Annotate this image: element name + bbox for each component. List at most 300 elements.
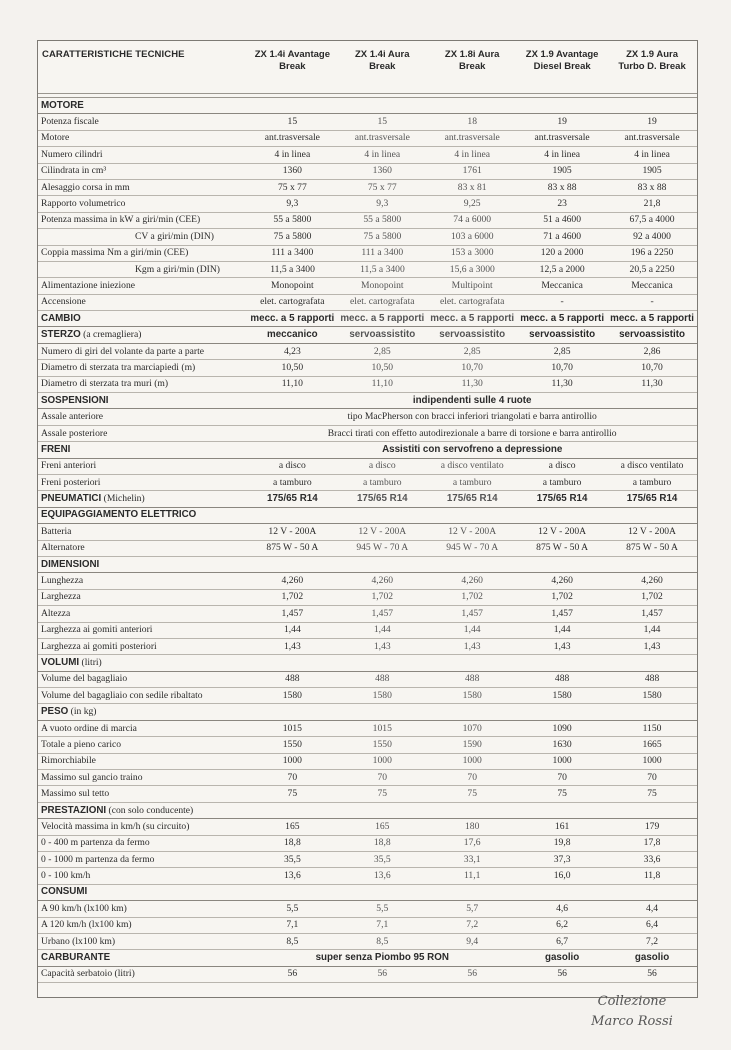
value-cell: 75: [557, 788, 567, 800]
label-text: Urbano (lx100 km): [41, 935, 116, 947]
value-cell: 33,1: [463, 853, 481, 865]
value-cell: 70: [557, 771, 567, 783]
signature-line-2: Marco Rossi: [591, 1014, 673, 1029]
value-cell: 67,5 a 4000: [629, 214, 675, 226]
section-sublabel: (litri): [79, 656, 102, 668]
value-cell: 1,44: [373, 624, 391, 636]
row-label: [38, 229, 248, 245]
table-row: [38, 754, 697, 770]
row-label: [38, 426, 247, 442]
table-row: [38, 409, 697, 425]
value-cell: 1015: [372, 722, 392, 734]
value-cell: 1,44: [463, 624, 481, 636]
value-cell: 4,260: [551, 575, 573, 587]
value-cell: gasolio: [544, 952, 580, 964]
value-cell: 75 x 77: [277, 181, 307, 193]
value-cell: 12 V - 200A: [448, 525, 497, 537]
spec-table-body: [38, 98, 697, 983]
value-cell: meccanico: [267, 329, 318, 341]
table-row: [38, 623, 697, 639]
value-cell: 17,8: [643, 837, 661, 849]
signature-line-1: Collezione: [597, 994, 667, 1009]
value-cell: a disco: [368, 460, 396, 472]
model-header-line: ZX 1.9 Aura: [626, 49, 678, 60]
value-cell: 1,702: [281, 591, 304, 603]
table-row: [38, 180, 697, 196]
value-cell: 11,8: [643, 870, 661, 882]
value-cell: ant.trasversale: [444, 132, 500, 144]
value-cell: a tamburo: [542, 476, 582, 488]
value-cell: ant.trasversale: [354, 132, 410, 144]
value-cell: 1,702: [461, 591, 483, 603]
value-cell: 18,8: [373, 837, 391, 849]
value-cell: 4 in linea: [274, 148, 311, 160]
value-cell: mecc. a 5 rapporti: [340, 312, 425, 324]
label-text: Larghezza ai gomiti posteriori: [41, 640, 157, 652]
value-cell: 1,702: [551, 591, 573, 603]
value-cell: 18,8: [283, 837, 301, 849]
value-cell: mecc. a 5 rapporti: [430, 312, 515, 324]
row-label: [38, 786, 247, 802]
value-cell: 1000: [282, 755, 302, 767]
section-label: [38, 491, 247, 507]
label-text: Kgm a giri/min (DIN): [135, 263, 220, 275]
label-text: Velocità massima in km/h (su circuito): [41, 820, 190, 832]
value-cell: 9,3: [286, 198, 299, 210]
value-cell: 175/65 R14: [356, 493, 408, 505]
value-cell: 5,5: [286, 902, 299, 914]
value-cell: 1,43: [463, 640, 481, 652]
label-text: Freni posteriori: [41, 476, 101, 488]
value-cell: 11,30: [461, 378, 483, 390]
label-text: A 120 km/h (lx100 km): [41, 919, 132, 931]
value-cell: 1580: [462, 689, 482, 701]
value-cell: 6,7: [556, 935, 569, 947]
model-header-line: Break: [279, 61, 306, 72]
value-cell: 1,43: [553, 640, 571, 652]
value-cell: elet. cartografata: [260, 296, 325, 308]
value-cell: mecc. a 5 rapporti: [520, 312, 605, 324]
value-cell: ant.trasversale: [534, 132, 590, 144]
section-header-row: [38, 327, 697, 343]
value-cell: 11,30: [641, 378, 663, 390]
row-label: [38, 114, 247, 130]
value-cell: 875 W - 50 A: [266, 542, 319, 554]
label-text: Diametro di sterzata tra muri (m): [41, 378, 169, 390]
value-cell: 1,43: [373, 640, 391, 652]
label-text: CV a giri/min (DIN): [135, 230, 214, 242]
label-text: Alesaggio corsa in mm: [41, 181, 130, 193]
row-label: [38, 262, 248, 278]
value-cell: servoassistito: [619, 329, 685, 341]
spec-sheet: [37, 40, 698, 998]
label-text: Coppia massima Nm a giri/min (CEE): [41, 247, 189, 259]
row-label: [38, 180, 247, 196]
value-cell: 19: [557, 116, 567, 128]
section-header-row: [38, 98, 697, 114]
row-label: [38, 901, 247, 917]
value-cell: 2,86: [643, 345, 661, 357]
value-cell: 70: [377, 771, 388, 783]
label-text: PRESTAZIONI: [41, 804, 107, 816]
value-cell: 2,85: [463, 345, 481, 357]
label-text: Massimo sul gancio traino: [41, 771, 143, 783]
section-header-row: [38, 557, 697, 573]
value-cell: 10,70: [641, 361, 663, 373]
row-label: [38, 770, 247, 786]
value-cell: 33,6: [643, 853, 661, 865]
row-label: [38, 639, 247, 655]
value-cell: 16,0: [553, 870, 571, 882]
table-row: [38, 131, 697, 147]
value-cell: 19: [647, 116, 657, 128]
model-header-line: ZX 1.8i Aura: [444, 49, 500, 60]
value-cell: 488: [375, 673, 390, 685]
table-row: [38, 836, 697, 852]
value-cell: 11,1: [463, 870, 481, 882]
value-cell: 6,2: [556, 919, 569, 931]
value-cell: 4 in linea: [454, 148, 491, 160]
value-cell: 111 a 3400: [271, 247, 314, 259]
table-row: [38, 344, 697, 360]
value-cell: 4 in linea: [544, 148, 580, 160]
value-cell: 1,44: [283, 624, 301, 636]
row-label: [38, 344, 247, 360]
value-cell: 10,50: [281, 361, 304, 373]
value-cell: 4 in linea: [634, 148, 670, 160]
value-cell: Meccanica: [631, 280, 673, 291]
table-row: [38, 278, 697, 294]
table-row: [38, 524, 697, 540]
table-row: [38, 852, 697, 868]
label-text: 0 - 1000 m partenza da fermo: [41, 853, 155, 865]
value-cell: 1,457: [641, 607, 663, 619]
value-cell: 1665: [642, 738, 662, 750]
row-label: [38, 376, 247, 392]
row-label: [38, 852, 247, 868]
table-row: [38, 229, 697, 245]
section-header-row: [38, 803, 697, 819]
value-cell: Monopoint: [360, 280, 404, 291]
value-cell: 20,5 a 2250: [629, 263, 675, 275]
value-cell: 12 V - 200A: [628, 525, 676, 537]
label-text: 0 - 400 m partenza da fermo: [41, 837, 150, 849]
value-cell: 1000: [642, 755, 662, 767]
value-cell: 18: [467, 116, 477, 128]
value-cell: a disco: [278, 460, 306, 472]
section-sublabel: (a cremagliera): [80, 329, 142, 341]
model-header-line: ZX 1.4i Avantage: [254, 49, 331, 60]
table-header: [38, 41, 697, 94]
value-cell: 2,85: [373, 345, 391, 357]
value-cell: 12 V - 200A: [358, 525, 407, 537]
value-cell: 10,70: [461, 361, 483, 373]
label-text: Larghezza: [41, 591, 81, 603]
row-label: [38, 868, 247, 884]
label-text: EQUIPAGGIAMENTO ELETTRICO: [41, 509, 197, 521]
value-cell: 945 W - 70 A: [446, 542, 499, 554]
value-cell: 1000: [372, 755, 392, 767]
value-cell: 11,30: [551, 378, 573, 390]
table-row: [38, 590, 697, 606]
value-cell: 56: [377, 968, 388, 980]
value-cell: servoassistito: [439, 329, 506, 341]
value-cell: 12 V - 200A: [538, 525, 587, 537]
value-cell: gasolio: [634, 952, 670, 964]
table-row: [38, 868, 697, 884]
value-cell: 11,5 a 3400: [270, 263, 315, 275]
label-text: Accensione: [41, 296, 86, 308]
table-row: [38, 426, 697, 442]
row-label: [38, 196, 247, 212]
row-label: [38, 540, 247, 556]
section-header-row: [38, 655, 697, 671]
row-label: [38, 475, 247, 491]
label-text: 0 - 100 km/h: [41, 870, 91, 882]
value-cell: 8,5: [376, 935, 389, 947]
collection-signature: [567, 992, 697, 1032]
value-cell: -: [650, 296, 654, 308]
value-cell: 74 a 6000: [453, 214, 492, 226]
table-row: [38, 196, 697, 212]
row-label: [38, 278, 247, 294]
label-text: Cilindrata in cm³: [41, 165, 107, 177]
row-label: [38, 130, 247, 146]
table-row: [38, 164, 697, 180]
value-cell: 1550: [372, 738, 392, 750]
value-cell: 11,5 a 3400: [360, 263, 405, 275]
section-label: [38, 557, 248, 573]
value-cell: 488: [465, 673, 480, 685]
label-text: PESO: [41, 706, 69, 718]
label-text: Potenza massima in kW a giri/min (CEE): [41, 214, 201, 226]
table-row: [38, 672, 697, 688]
value-cell: 4,260: [281, 575, 304, 587]
value-cell: 70: [287, 771, 298, 783]
value-cell: 1150: [642, 722, 662, 734]
value-cell: 4,6: [556, 902, 569, 914]
row-label: [38, 671, 247, 687]
value-cell: 55 a 5800: [363, 214, 402, 226]
value-cell: servoassistito: [349, 329, 416, 341]
value-cell: 17,6: [463, 837, 481, 849]
label-text: CARBURANTE: [41, 952, 111, 964]
section-label: [38, 311, 247, 327]
section-sublabel: (con solo conducente): [106, 804, 194, 816]
value-cell: 13,6: [373, 870, 391, 882]
value-cell: 875 W - 50 A: [626, 542, 678, 554]
section-label: [38, 803, 248, 819]
row-label: [38, 245, 247, 261]
value-cell: 56: [287, 968, 298, 980]
value-cell: elet. cartografata: [439, 296, 505, 308]
label-text: Totale a pieno carico: [41, 738, 122, 750]
model-header-5: [607, 41, 697, 93]
value-cell: 180: [465, 820, 480, 832]
value-cell: -: [560, 296, 564, 308]
value-cell: 4,23: [283, 345, 301, 357]
model-header-1: [247, 41, 337, 93]
label-text: SOSPENSIONI: [41, 394, 109, 406]
section-header-row: [38, 311, 697, 327]
value-cell: 83 x 88: [547, 181, 577, 193]
row-label: [38, 409, 247, 425]
value-cell: a disco: [548, 460, 576, 472]
value-cell: Monopoint: [271, 280, 314, 291]
row-label: [38, 721, 247, 737]
section-header-row: [38, 442, 697, 458]
label-text: Alternatore: [41, 542, 85, 554]
row-label: [38, 917, 247, 933]
label-text: PNEUMATICI: [41, 493, 102, 505]
row-label: [38, 163, 247, 179]
value-cell: a tamburo: [452, 476, 492, 488]
value-cell: 9,3: [376, 198, 389, 210]
label-text: Lunghezza: [41, 575, 84, 587]
value-cell: 120 a 2000: [540, 247, 584, 259]
value-cell: 7,2: [646, 935, 659, 947]
table-title: CARATTERISTICHE TECNICHE: [42, 49, 185, 60]
value-cell: 1,702: [371, 591, 394, 603]
value-cell: 5,5: [376, 902, 389, 914]
value-cell: 1,43: [643, 640, 661, 652]
value-cell: 1905: [552, 165, 572, 177]
value-cell: 35,5: [373, 853, 391, 865]
label-text: Volume del bagagliaio: [41, 673, 128, 685]
label-text: Batteria: [41, 525, 72, 537]
value-cell: 165: [375, 820, 390, 832]
table-row: [38, 541, 697, 557]
table-row: [38, 737, 697, 753]
value-cell: 1,702: [641, 591, 663, 603]
value-cell: 92 a 4000: [633, 230, 671, 242]
section-header-row: [38, 491, 697, 507]
value-cell: 1360: [282, 165, 302, 177]
table-row: [38, 114, 697, 130]
section-label: [38, 704, 248, 720]
value-cell: 4,260: [461, 575, 483, 587]
table-row: [38, 967, 697, 983]
row-label: [38, 934, 247, 950]
label-text: VOLUMI: [41, 656, 80, 668]
value-cell: 70: [467, 771, 477, 783]
value-cell: 179: [644, 820, 660, 832]
section-label: [38, 507, 248, 523]
label-text: Numero di giri del volante da parte a parte: [41, 345, 205, 357]
label-text: Volume del bagagliaio con sedile ribaltato: [41, 689, 203, 701]
label-text: Rapporto volumetrico: [41, 198, 126, 210]
value-cell: 1580: [372, 689, 392, 701]
value-cell: 12,5 a 2000: [539, 263, 585, 275]
model-header-line: ZX 1.4i Aura: [354, 49, 410, 60]
label-text: Altezza: [41, 607, 71, 619]
label-text: FRENI: [41, 443, 71, 455]
value-cell: 37,3: [553, 853, 571, 865]
label-text: A 90 km/h (lx100 km): [41, 902, 127, 914]
table-row: [38, 688, 697, 704]
value-cell: 75 a 5800: [363, 230, 402, 242]
model-header-2: [337, 41, 427, 93]
label-text: Potenza fiscale: [41, 116, 99, 128]
section-label: [38, 950, 247, 966]
table-row: [38, 606, 697, 622]
table-row: [38, 360, 697, 376]
value-cell: 56: [467, 968, 477, 980]
label-text: Massimo sul tetto: [41, 788, 110, 800]
row-label: [38, 753, 247, 769]
value-cell: Meccanica: [541, 280, 583, 291]
table-row: [38, 213, 697, 229]
table-row: [38, 246, 697, 262]
label-text: Assale anteriore: [41, 411, 104, 423]
value-cell: 6,4: [646, 919, 659, 931]
value-cell: servoassistito: [529, 329, 596, 341]
table-row: [38, 721, 697, 737]
label-text: CONSUMI: [41, 886, 88, 898]
label-text: Rimorchiabile: [41, 755, 96, 767]
table-row: [38, 934, 697, 950]
value-cell: 1090: [552, 722, 572, 734]
value-cell: 161: [554, 820, 570, 832]
table-row: [38, 377, 697, 393]
section-sublabel: (Michelin): [101, 493, 145, 505]
value-cell: 1,43: [283, 640, 301, 652]
value-cell: 103 a 6000: [450, 230, 494, 242]
section-label: [38, 98, 248, 114]
value-cell: 1,457: [461, 607, 483, 619]
row-label: [38, 458, 247, 474]
section-header-row: [38, 508, 697, 524]
label-text: Assale posteriore: [41, 427, 108, 439]
value-cell: 153 a 3000: [450, 247, 494, 259]
value-cell: 75: [467, 788, 477, 800]
value-cell: 51 a 4600: [543, 214, 582, 226]
value-cell: 75: [377, 788, 388, 800]
value-cell: a tamburo: [362, 476, 402, 488]
value-cell: 1550: [282, 738, 302, 750]
value-cell: 4,4: [646, 902, 659, 914]
label-text: DIMENSIONI: [41, 558, 100, 570]
value-cell: 4 in linea: [364, 148, 401, 160]
row-label: [38, 212, 247, 228]
value-cell: 1,457: [551, 607, 573, 619]
label-text: A vuoto ordine di marcia: [41, 722, 137, 734]
table-row: [38, 295, 697, 311]
value-cell: 10,70: [551, 361, 573, 373]
value-cell: 2,85: [553, 345, 571, 357]
label-text: STERZO: [41, 329, 81, 341]
value-cell: 7,1: [286, 919, 299, 931]
row-label: [38, 835, 247, 851]
value-cell: 1000: [552, 755, 572, 767]
table-row: [38, 819, 697, 835]
section-label: [38, 655, 248, 671]
value-cell: 10,50: [371, 361, 394, 373]
table-row: [38, 918, 697, 934]
value-cell: 56: [647, 968, 657, 980]
label-text: Numero cilindri: [41, 148, 103, 160]
row-label: [38, 622, 247, 638]
table-row: [38, 639, 697, 655]
value-cell: 1905: [642, 165, 662, 177]
value-cell: a disco ventilato: [620, 460, 684, 472]
row-label: [38, 294, 247, 310]
value-cell: 111 a 3400: [361, 247, 404, 259]
row-label: [38, 524, 247, 540]
model-header-4: [517, 41, 607, 93]
section-label: [38, 327, 247, 343]
value-cell: 56: [557, 968, 567, 980]
